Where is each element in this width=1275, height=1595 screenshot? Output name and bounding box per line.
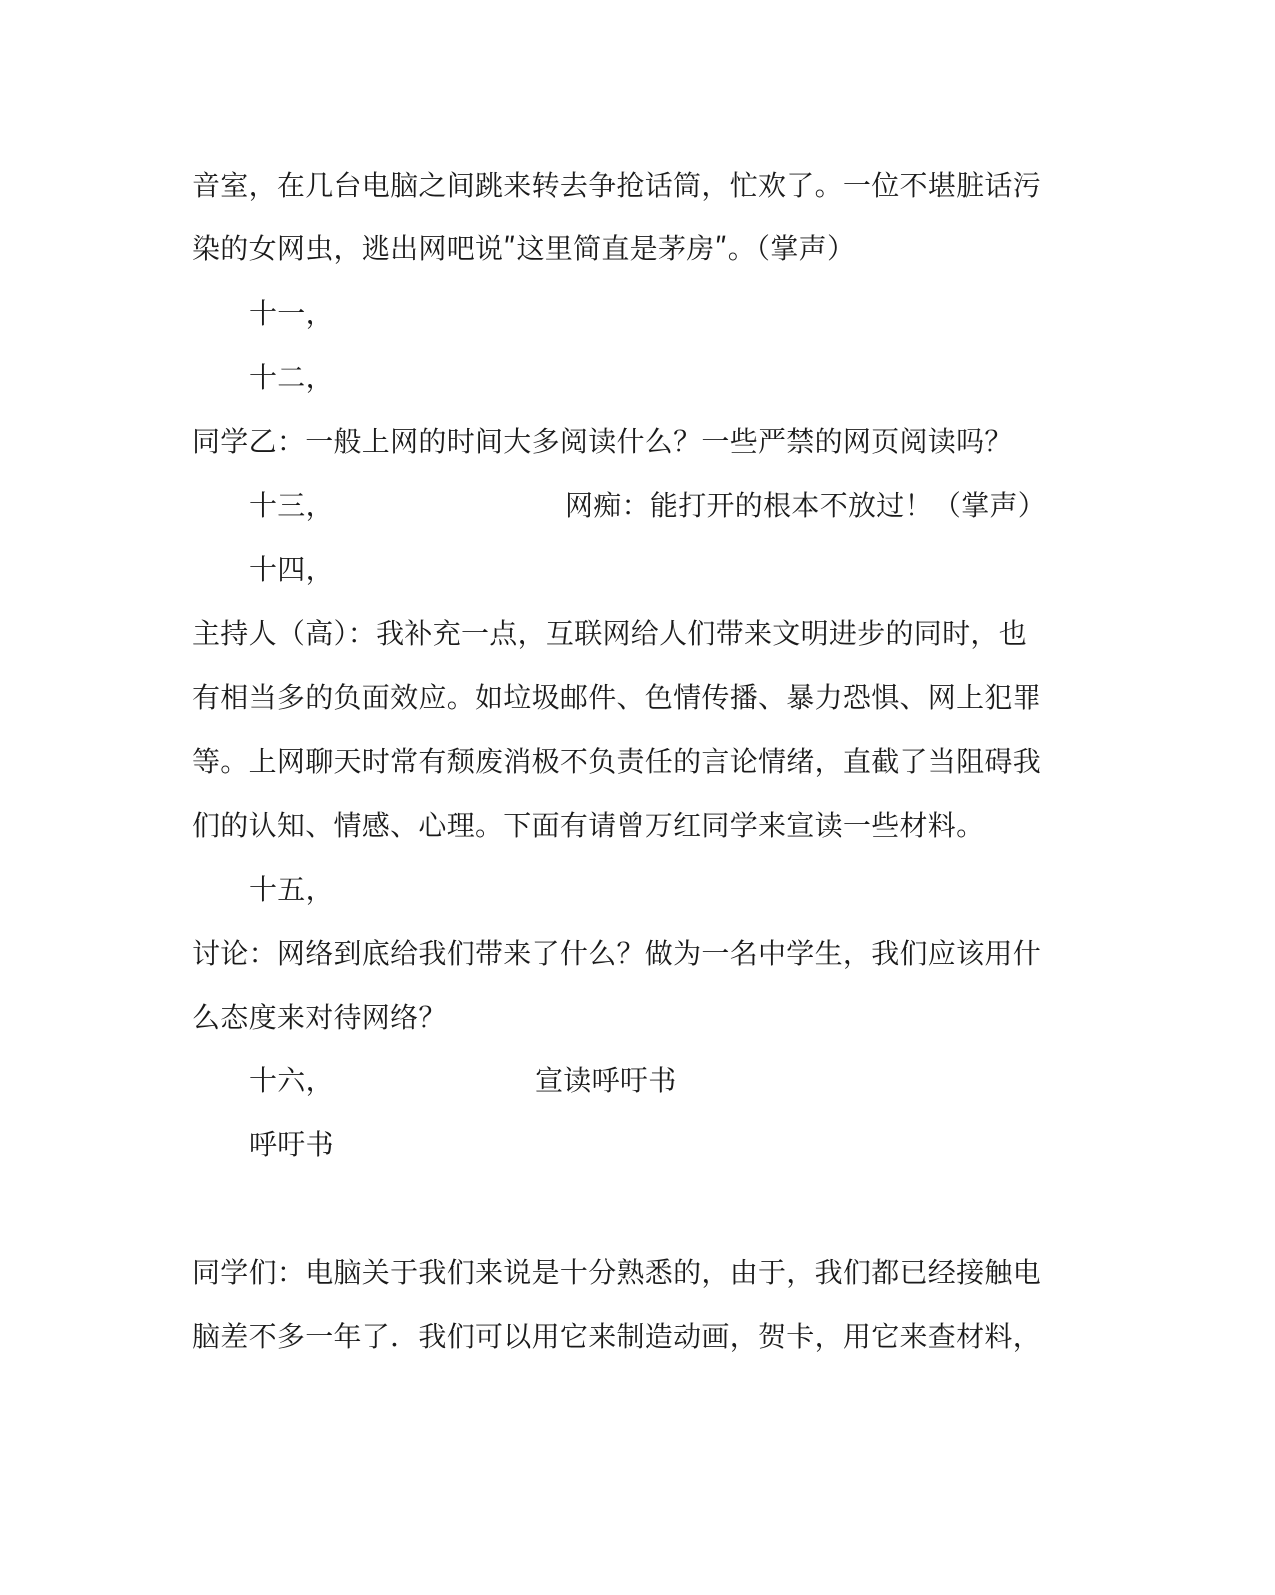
section-heading: 十五， (249, 873, 334, 906)
section-heading: 十六， (249, 1064, 334, 1097)
body-line: 同学们：电脑关于我们来说是十分熟悉的，由于，我们都已经接触电 (192, 1256, 1042, 1289)
body-line: 主持人（高）：我补充一点，互联网给人们带来文明进步的同时，也 (192, 617, 1028, 650)
section-heading: 十四， (249, 553, 334, 586)
body-line: 讨论：网络到底给我们带来了什么？做为一名中学生，我们应该用什 (192, 937, 1042, 970)
section-heading: 十三， (249, 489, 334, 522)
section-heading: 十二， (249, 361, 334, 394)
section-heading: 十一， (249, 297, 334, 330)
body-line: 有相当多的负面效应。如垃圾邮件、色情传播、暴力恐惧、网上犯罪 (192, 681, 1042, 714)
body-line: 脑差不多一年了．我们可以用它来制造动画，贺卡，用它来查材料， (192, 1320, 1042, 1353)
body-line: 等。上网聊天时常有颓废消极不负责任的言论情绪，直截了当阻碍我 (192, 745, 1042, 778)
body-line: 染的女网虫，逃出网吧说ʺ这里简直是茅房ʺ。（掌声） (192, 232, 856, 265)
body-line: 么态度来对待网络？ (192, 1001, 447, 1034)
section-text: 网痴：能打开的根本不放过！（掌声） (565, 489, 1047, 522)
section-text: 宣读呼吁书 (535, 1064, 677, 1097)
body-line: 音室，在几台电脑之间跳来转去争抢话筒，忙欢了。一位不堪脏话污 (192, 169, 1042, 202)
body-line: 们的认知、情感、心理。下面有请曾万红同学来宣读一些材料。 (192, 809, 985, 842)
body-line: 同学乙：一般上网的时间大多阅读什么？一些严禁的网页阅读吗？ (192, 425, 1013, 458)
letter-title: 呼吁书 (249, 1128, 334, 1161)
